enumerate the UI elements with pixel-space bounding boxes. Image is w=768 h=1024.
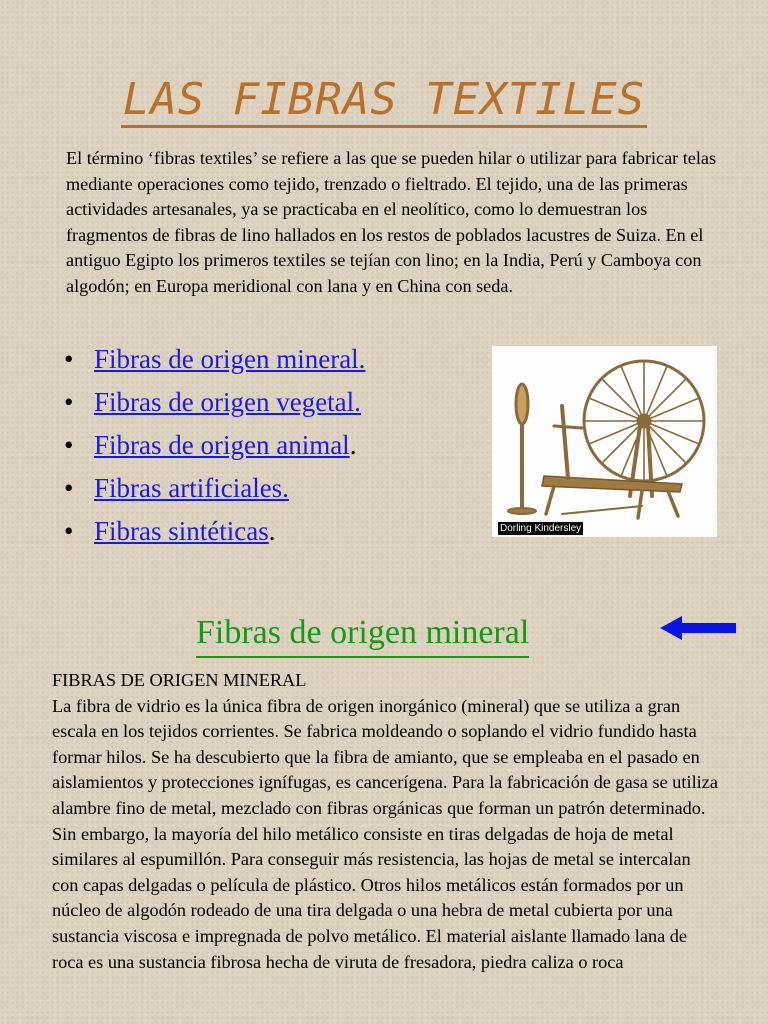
link-fibras-vegetal[interactable]: Fibras de origen vegetal.: [94, 387, 361, 417]
left-arrow-icon: [658, 614, 738, 642]
section-body: [52, 668, 718, 975]
link-fibras-mineral[interactable]: Fibras de origen mineral.: [94, 344, 366, 374]
back-arrow-button[interactable]: [658, 614, 738, 642]
image-credit: Dorling Kindersley: [500, 523, 582, 534]
list-item: • Fibras de origen animal.: [64, 430, 357, 460]
intro-paragraph: El término ‘fibras textiles’ se refiere a las que se pueden hilar o utilizar para fabricar telas mediante operaciones como tejido, trenzado o fieltrado. El tejido, una de las primeras actividades artesanales, ya se practicaba en el neolítico, como lo demuestran los fragmentos de fibras de lino hallados en los restos de poblados lacustres de Suiza. En el antiguo Egipto los primeros textiles se tejían con lino; en la India, Perú y Camboya con algodón; en Europa meridional con lana y en China con seda.: [66, 148, 717, 296]
section-title: Fibras de origen mineral: [196, 610, 529, 658]
fiber-type-list: [64, 338, 365, 553]
page-title: LAS FIBRAS TEXTILES: [0, 72, 768, 128]
link-fibras-sinteticas[interactable]: Fibras sintéticas: [94, 516, 269, 546]
spinning-wheel-icon: [492, 346, 717, 537]
list-item: • Fibras artificiales.: [64, 473, 289, 503]
link-fibras-animal[interactable]: Fibras de origen animal: [94, 430, 350, 460]
list-item: • Fibras de origen mineral.: [64, 344, 366, 374]
section-paragraph: La fibra de vidrio es la única fibra de origen inorgánico (mineral) que se utiliza a gran escala en los tejidos corrientes. Se fabrica moldeando o soplando el vidrio fundido hasta formar hilos. Se ha descubierto que la fibra de amianto, que se empleaba en el pasado en aislamientos y protecciones ignífugas, es cancerígena. Para la fabricación de gasa se utiliza alambre fino de metal, mezclado con fibras orgánicas que forman un patrón determinado. Sin embargo, la mayoría del hilo metálico consiste en tiras delgadas de hoja de metal similares al espumillón. Para conseguir más resistencia, las hojas de metal se intercalan con capas delgadas o película de plástico. Otros hilos metálicos están formados por un núcleo de algodón rodeado de una tira delgada o una hebra de metal cubierta por una sustancia viscosa e impregnada de polvo metálico. El material aislante llamado lana de roca es una sustancia fibrosa hecha de viruta de fresadora, piedra caliza o roca: [52, 695, 718, 972]
link-fibras-artificiales[interactable]: Fibras artificiales.: [94, 473, 289, 503]
section-heading: FIBRAS DE ORIGEN MINERAL: [52, 670, 307, 690]
list-item: • Fibras de origen vegetal.: [64, 387, 361, 417]
spinning-wheel-image: [492, 346, 717, 537]
list-item: • Fibras sintéticas.: [64, 516, 276, 546]
